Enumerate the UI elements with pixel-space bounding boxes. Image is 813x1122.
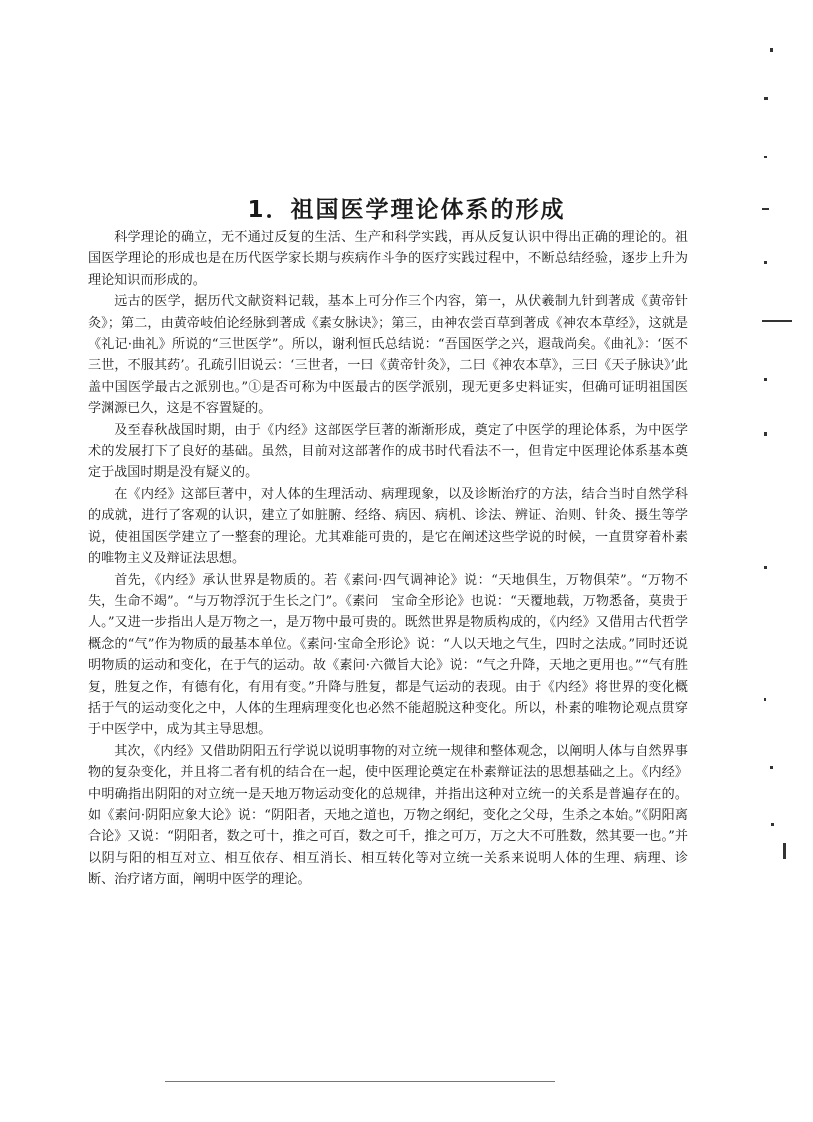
scan-speck <box>764 378 767 381</box>
scan-line <box>762 320 792 322</box>
scan-speck <box>764 698 766 701</box>
scan-line <box>165 1081 555 1082</box>
scan-speck <box>764 156 767 158</box>
scan-speck <box>764 97 768 100</box>
page-title: 1．祖国医学理论体系的形成 <box>247 197 566 224</box>
paragraph-2: 远古的医学，据历代文献资料记载，基本上可分作三个内容，第一，从伏羲制九针到著成《黄帝针灸》；第二，由黄帝岐伯论经脉到著成《素女脉诀》；第三，由神农尝百草到著成《神农本草经》，这就是《礼记·曲礼》所说的“三世医学”。所以，谢利恒氏总结说：“吾国医学之兴，遐哉尚矣。《曲礼》：‘医不三世，不服其药’。孔疏引旧说云：‘三世者，一曰《黄帝针灸》，二曰《神农本草》，三曰《天子脉诀》’此盖中国医学最古之派别也。”①是否可称为中医最古的医学派别，现无更多史料证实，但确可证明祖国医学渊源已久，这是不容置疑的。 <box>88 294 688 417</box>
scan-speck <box>770 48 773 52</box>
paragraph-5: 首先，《内经》承认世界是物质的。若《素问·四气调神论》说：“天地俱生，万物俱荣”。“万物不失，生命不竭”。“与万物浮沉于生长之门”。《素问 宝命全形论》也说：“天覆地载，万物悉备，莫贵于人。”又进一步指出人是万物之一，是万物中最可贵的。既然世界是物质构成的，《内经》又借用古代哲学概念的“气”作为物质的最基本单位。《素问·宝命全形论》说：“人以天地之气生，四时之法成。”同时还说明物质的运动和变化，在于气的运动。故《素问·六微旨大论》说：“气之升降，天地之更用也。”“气有胜复，胜复之作，有德有化，有用有变。”升降与胜复，都是气运动的表现。由于《内经》将世界的变化概括于气的运动变化之中，人体的生理病理变化也必然不能超脱这种变化。所以，朴素的唯物论观点贯穿于中医学中，成为其主导思想。 <box>88 572 688 738</box>
paragraph-6: 其次，《内经》又借助阴阳五行学说以说明事物的对立统一规律和整体观念，以阐明人体与自然界事物的复杂变化，并且将二者有机的结合在一起，使中医理论奠定在朴素辩证法的思想基础之上。《内经》中明确指出阴阳的对立统一是天地万物运动变化的总规律，并指出这种对立统一的关系是普遍存在的。如《素问·阴阳应象大论》说：“阴阳者，天地之道也，万物之纲纪，变化之父母，生杀之本始。”《阴阳离合论》又说：“阴阳者，数之可十，推之可百，数之可千，推之可万，万之大不可胜数，然其要一也。”并以阴与阳的相互对立、相互依存、相互消长、相互转化等对立统一关系来说明人体的生理、病理、诊断、治疗诸方面，阐明中医学的理论。 <box>88 743 688 888</box>
scan-speck <box>764 261 767 264</box>
body-text <box>88 227 688 891</box>
paragraph-1: 科学理论的确立，无不通过反复的生活、生产和科学实践，再从反复认识中得出正确的理论的。祖国医学理论的形成也是在历代医学家长期与疾病作斗争的医疗实践过程中，不断总结经验，逐步上升为理论知识而形成的。 <box>88 230 688 288</box>
paragraph-3: 及至春秋战国时期，由于《内经》这部医学巨著的渐渐形成，奠定了中医学的理论体系，为中医学术的发展打下了良好的基础。虽然，目前对这部著作的成书时代看法不一，但肯定中医理论体系基本奠定于战国时期是没有疑义的。 <box>88 422 688 481</box>
scan-speck <box>770 766 773 769</box>
scan-speck <box>764 432 767 436</box>
scan-line <box>783 843 786 859</box>
scan-speck <box>771 823 774 826</box>
scan-speck <box>764 566 767 569</box>
paragraph-4: 在《内经》这部巨著中，对人体的生理活动、病理现象，以及诊断治疗的方法，结合当时自然学科的成就，进行了客观的认识，建立了如脏腑、经络、病因、病机、诊法、辨证、治则、针灸、摄生等学说，使祖国医学建立了一整套的理论。尤其难能可贵的，是它在阐述这些学说的时候，一直贯穿着朴素的唯物主义及辩证法思想。 <box>88 486 688 567</box>
